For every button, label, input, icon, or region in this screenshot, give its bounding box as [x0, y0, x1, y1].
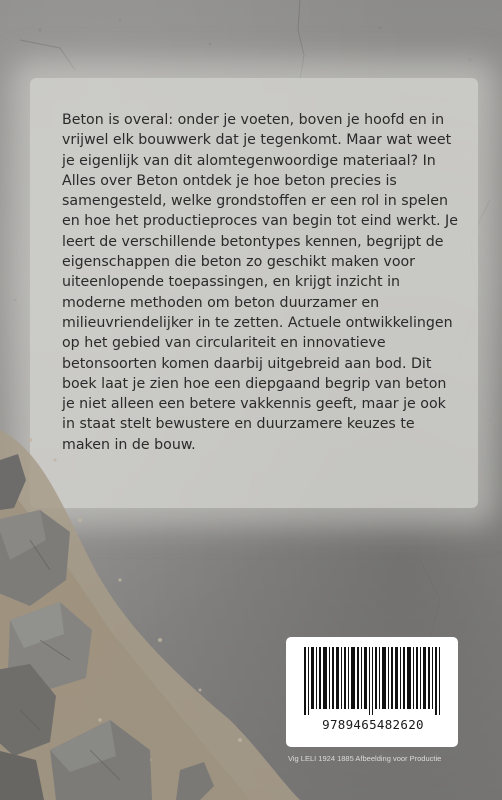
- image-credit: Vig LELI 1924 1885 Afbeelding voor Productie: [288, 754, 442, 763]
- barcode-label: [286, 637, 458, 747]
- isbn-barcode: [300, 647, 444, 715]
- isbn-number: 9789465482620: [322, 717, 424, 732]
- rubble-and-sand-illustration: [0, 420, 300, 800]
- back-cover-blurb: Beton is overal: onder je voeten, boven je hoofd en in vrijwel elk bouwwerk dat je tegenkomt. Maar wat weet je eigenlijk van dit alomtegenwoordige materiaal? In Alles over Beton ontdek je hoe beton precies is samengesteld, welke grondstoffen er een rol in spelen en hoe het productieproces van begin tot eind werkt. Je leert de verschillende betontypes kennen, begrijpt de eigenschappen die beton zo geschikt maken voor uiteenlopende toepassingen, en krijgt inzicht in moderne methoden om beton duurzamer en milieuvriendelijker in te zetten. Actuele ontwikkelingen op het gebied van circulariteit en innovatieve betonsoorten komen daarbij uitgebreid aan bod. Dit boek laat je zien hoe een diepgaand begrip van beton je niet alleen een betere vakkennis geeft, maar je ook in staat stelt bewustere en duurzamere keuzes te maken in de bouw.: [62, 112, 458, 453]
